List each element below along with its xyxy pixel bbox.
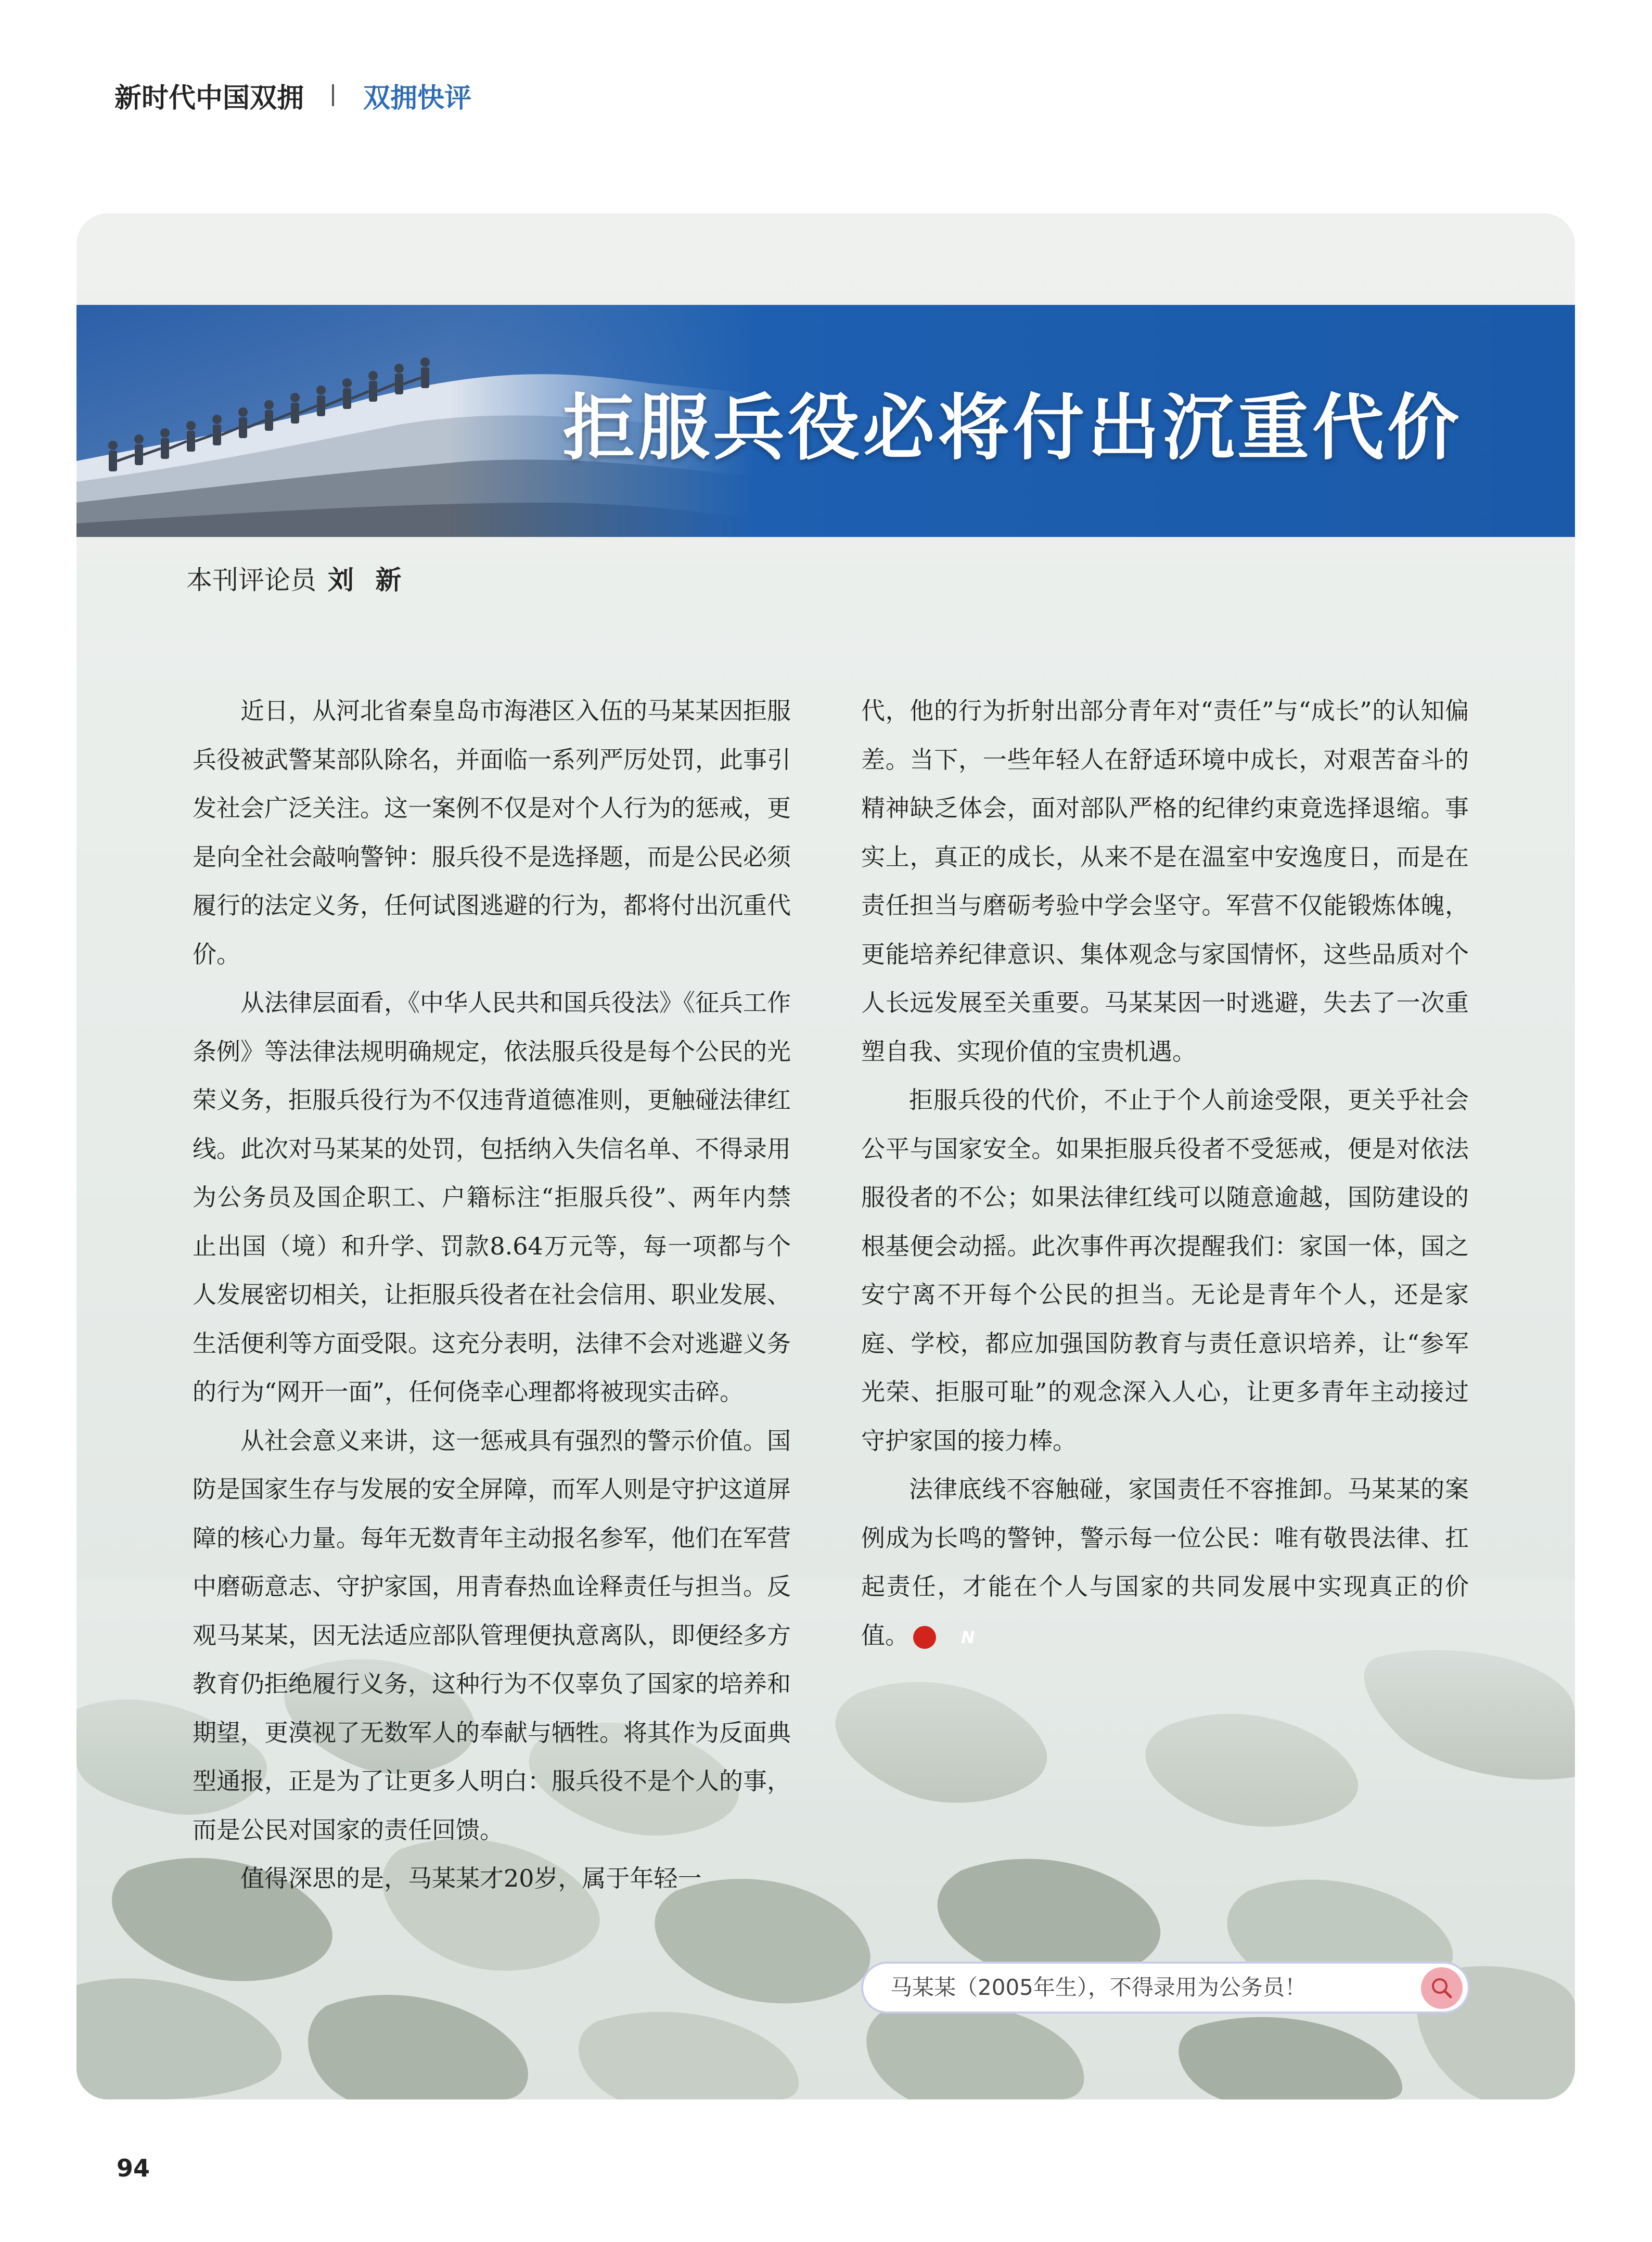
article-paragraph: 近日，从河北省秦皇岛市海港区入伍的马某某因拒服兵役被武警某部队除名，并面临一系列严厉处罚，此事引发社会广泛关注。这一案例不仅是对个人行为的惩戒，更是向全社会敲响警钟：服兵役不是选择题，而是公民必须履行的法定义务，任何试图逃避的行为，都将付出沉重代价。 [193, 697, 791, 968]
title-banner [76, 305, 1575, 537]
search-icon [1428, 1975, 1455, 2002]
article-paragraph: 从法律层面看，《中华人民共和国兵役法》《征兵工作条例》等法律法规明确规定，依法服兵役是每个公民的光荣义务，拒服兵役行为不仅违背道德准则，更触碰法律红线。此次对马某某的处罚，包括纳入失信名单、不得录用为公务员及国企职工、户籍标注“拒服兵役”、两年内禁止出国（境）和升学、罚款8.64万元等，每一项都与个人发展密切相关，让拒服兵役者在社会信用、职业发展、生活便利等方面受限。这充分表明，法律不会对逃避义务的行为“网开一面”，任何侥幸心理都将被现实击碎。 [193, 989, 791, 1406]
end-mark-icon: N [913, 1626, 936, 1649]
article-paragraph-text: 法律底线不容触碰，家国责任不容推卸。马某某的案例成为长鸣的警钟，警示每一位公民：唯有敬畏法律、扛起责任，才能在个人与国家的共同发展中实现真正的价值。 [861, 1475, 1469, 1649]
article-paragraph-final [861, 1465, 1469, 1660]
article-column-left [193, 687, 791, 1903]
article-paragraph: 从社会意义来讲，这一惩戒具有强烈的警示价值。国防是国家生存与发展的安全屏障，而军人则是守护这道屏障的核心力量。每年无数青年主动报名参军，他们在军营中磨砺意志、守护家国，用青春热血诠释责任与担当。反观马某某，因无法适应部队管理便执意离队，即便经多方教育仍拒绝履行义务，这种行为不仅辜负了国家的培养和期望，更漠视了无数军人的奉献与牺牲。将其作为反面典型通报，正是为了让更多人明白：服兵役不是个人的事，而是公民对国家的责任回馈。 [193, 1426, 791, 1844]
running-header [114, 72, 471, 119]
article-paragraph: 拒服兵役的代价，不止于个人前途受限，更关乎社会公平与国家安全。如果拒服兵役者不受惩戒，便是对依法服役者的不公；如果法律红线可以随意逾越，国防建设的根基便会动摇。此次事件再次提醒我们：家国一体，国之安宁离不开每个公民的担当。无论是青年个人，还是家庭、学校，都应加强国防教育与责任意识培养，让“参军光荣、拒服可耻”的观念深入人心，让更多青年主动接过守护家国的接力棒。 [861, 1086, 1469, 1455]
search-input-text[interactable]: 马某某（2005年生），不得录用为公务员！ [890, 1975, 1307, 2000]
article-paragraph-continued: 代，他的行为折射出部分青年对“责任”与“成长”的认知偏差。当下，一些年轻人在舒适环境中成长，对艰苦奋斗的精神缺乏体会，面对部队严格的纪律约束竟选择退缩。事实上，真正的成长，从来不是在温室中安逸度日，而是在责任担当与磨砺考验中学会坚守。军营不仅能锻炼体魄，更能培养纪律意识、集体观念与家国情怀，这些品质对个人长远发展至关重要。马某某因一时逃避，失去了一次重塑自我、实现价值的宝贵机遇。 [861, 697, 1469, 1066]
header-divider [332, 84, 334, 106]
page-number: 94 [117, 2154, 150, 2182]
article-title: 拒服兵役必将付出沉重代价 [563, 385, 1463, 470]
article-paragraph: 值得深思的是，马某某才20岁，属于年轻一 [240, 1864, 702, 1892]
header-column-title: 双拥快评 [363, 82, 472, 114]
article-column-right [861, 687, 1469, 1660]
search-button[interactable] [1421, 1967, 1463, 2009]
search-bar[interactable] [861, 1962, 1470, 2014]
byline [186, 559, 407, 597]
byline-role: 本刊评论员 [186, 565, 316, 595]
byline-author: 刘 新 [328, 565, 408, 595]
header-section-title: 新时代中国双拥 [114, 82, 304, 114]
